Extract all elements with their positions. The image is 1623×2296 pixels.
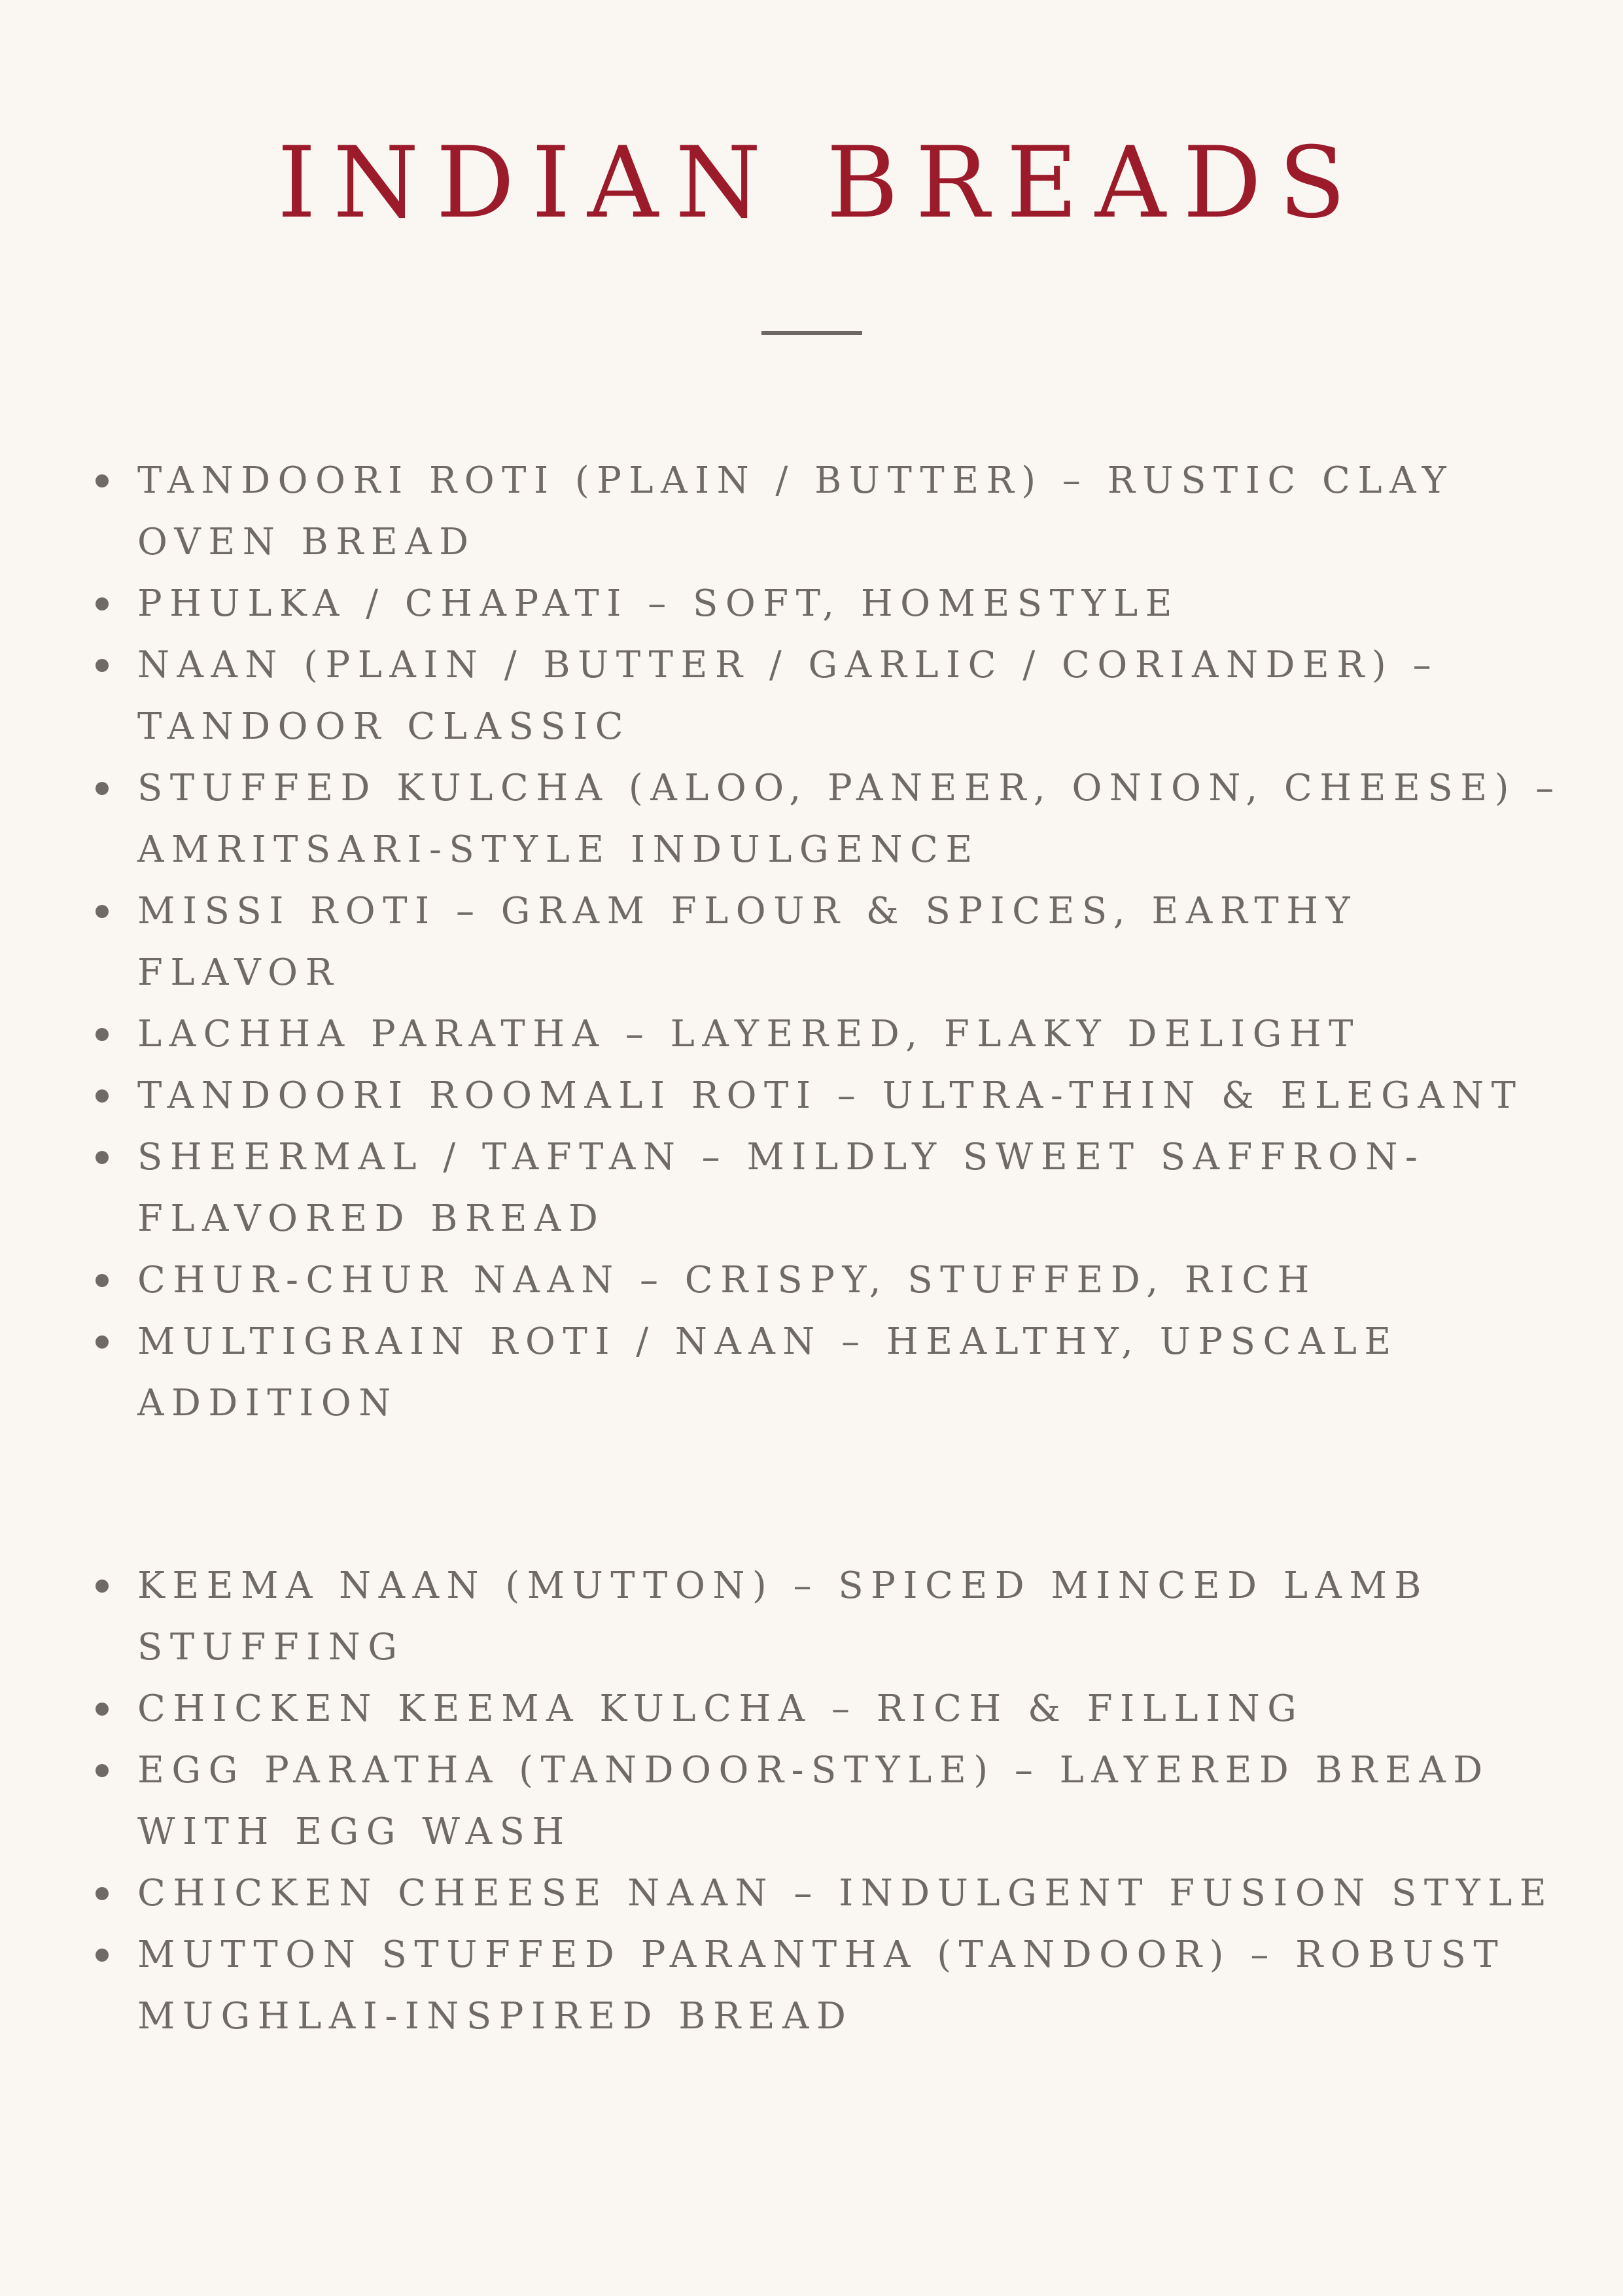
item-text: SHEERMAL / TAFTAN – MILDLY SWEET SAFFRON-FLAVORED BREAD bbox=[137, 1136, 1425, 1240]
bullet-icon bbox=[96, 1764, 109, 1777]
bullet-icon bbox=[96, 1274, 109, 1287]
page-title: INDIAN BREADS bbox=[277, 126, 1363, 240]
list-item bbox=[92, 635, 1570, 758]
item-text: LACHHA PARATHA – LAYERED, FLAKY DELIGHT bbox=[137, 1013, 1361, 1055]
list-item bbox=[92, 1678, 1570, 1740]
item-text: CHICKEN CHEESE NAAN – INDULGENT FUSION STYLE bbox=[137, 1872, 1554, 1915]
item-text: EGG PARATHA (TANDOOR-STYLE) – LAYERED BREAD WITH EGG WASH bbox=[137, 1749, 1490, 1853]
bullet-icon bbox=[96, 1151, 109, 1164]
list-item bbox=[92, 1555, 1570, 1678]
bullet-icon bbox=[96, 905, 109, 918]
list-item bbox=[92, 1250, 1570, 1311]
bullet-icon bbox=[96, 1949, 109, 1962]
item-text: TANDOORI ROTI (PLAIN / BUTTER) – RUSTIC CLAY OVEN BREAD bbox=[137, 459, 1454, 563]
list-item bbox=[92, 450, 1570, 573]
item-text: TANDOORI ROOMALI ROTI – ULTRA-THIN & ELEGANT bbox=[137, 1074, 1524, 1117]
bullet-icon bbox=[96, 782, 109, 795]
list-item bbox=[92, 1863, 1570, 1924]
bullet-icon bbox=[96, 1089, 109, 1103]
bullet-icon bbox=[96, 474, 109, 487]
bullet-icon bbox=[96, 1887, 109, 1900]
bullet-icon bbox=[96, 1703, 109, 1716]
item-text: MISSI ROTI – GRAM FLOUR & SPICES, EARTHY FLAVOR bbox=[137, 890, 1358, 994]
list-item bbox=[92, 1740, 1570, 1863]
list-item bbox=[92, 1127, 1570, 1250]
list-item bbox=[92, 881, 1570, 1004]
bullet-icon bbox=[96, 659, 109, 672]
item-text: CHUR-CHUR NAAN – CRISPY, STUFFED, RICH bbox=[137, 1259, 1317, 1301]
bread-list-nonveg bbox=[92, 1555, 1570, 2047]
list-item bbox=[92, 758, 1570, 881]
bullet-icon bbox=[96, 1335, 109, 1349]
title-divider bbox=[761, 331, 862, 335]
item-text: CHICKEN KEEMA KULCHA – RICH & FILLING bbox=[137, 1687, 1304, 1730]
item-text: KEEMA NAAN (MUTTON) – SPICED MINCED LAMB STUFFING bbox=[137, 1564, 1429, 1669]
list-item bbox=[92, 1924, 1570, 2047]
list-item bbox=[92, 573, 1570, 635]
bullet-icon bbox=[96, 1028, 109, 1041]
list-item bbox=[92, 1004, 1570, 1065]
list-item bbox=[92, 1065, 1570, 1127]
list-item bbox=[92, 1311, 1570, 1434]
item-text: NAAN (PLAIN / BUTTER / GARLIC / CORIANDER) – TANDOOR CLASSIC bbox=[137, 644, 1439, 748]
item-text: PHULKA / CHAPATI – SOFT, HOMESTYLE bbox=[137, 582, 1180, 625]
item-text: MUTTON STUFFED PARANTHA (TANDOOR) – ROBUST MUGHLAI-INSPIRED BREAD bbox=[137, 1934, 1506, 2038]
item-text: STUFFED KULCHA (ALOO, PANEER, ONION, CHEESE) – AMRITSARI-STYLE INDULGENCE bbox=[137, 767, 1562, 871]
bullet-icon bbox=[96, 597, 109, 610]
bread-list-veg bbox=[92, 450, 1570, 1434]
item-text: MULTIGRAIN ROTI / NAAN – HEALTHY, UPSCALE ADDITION bbox=[137, 1320, 1399, 1424]
bullet-icon bbox=[96, 1580, 109, 1593]
